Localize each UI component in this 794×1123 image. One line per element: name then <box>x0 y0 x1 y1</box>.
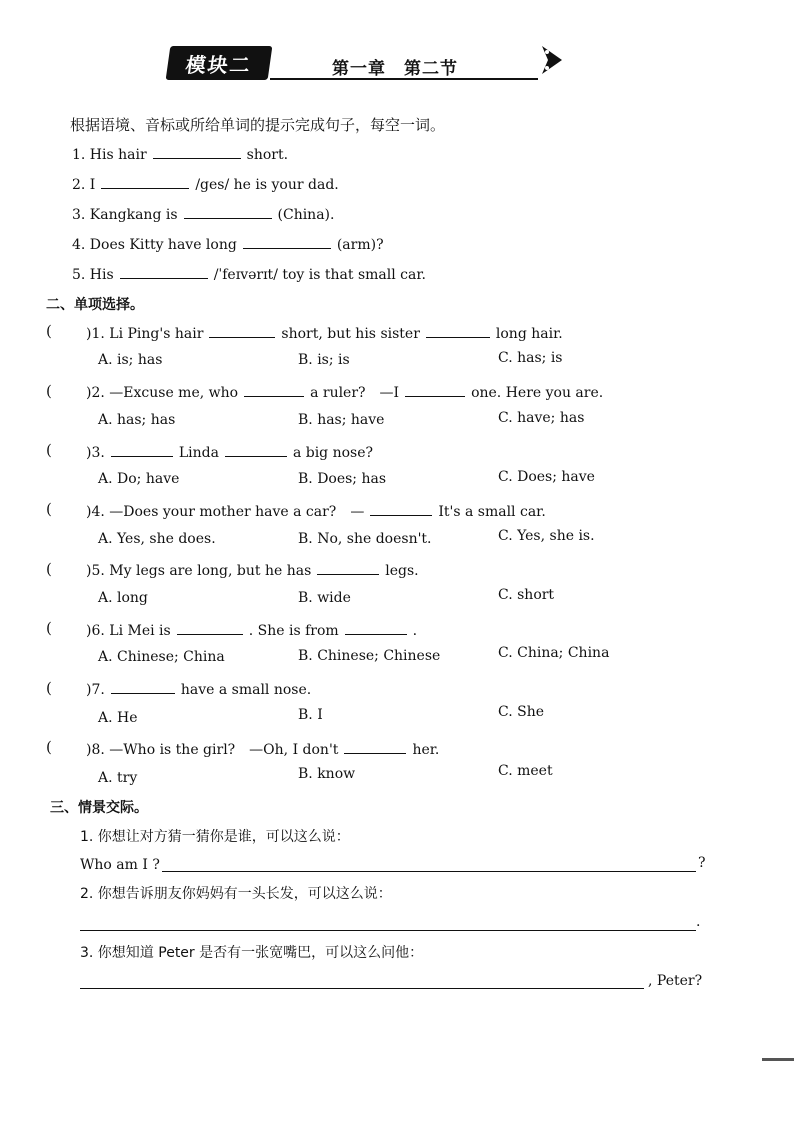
option-a[interactable]: A. long <box>98 590 148 606</box>
answer-blank[interactable] <box>344 739 406 754</box>
answer-blank[interactable] <box>209 323 275 338</box>
option-a[interactable]: A. Chinese; China <box>98 649 225 665</box>
answer-blank[interactable] <box>101 174 189 189</box>
answer-line-2[interactable] <box>80 930 696 931</box>
answer-blank[interactable] <box>120 264 208 279</box>
mc-question-2: )2. —Excuse me, who a ruler? —I one. Here you are. <box>86 382 603 402</box>
decorative-flourish-icon <box>538 42 566 78</box>
answer-paren[interactable]: ( <box>46 382 52 400</box>
mc-question-7: )7. have a small nose. <box>86 679 311 698</box>
answer-paren[interactable]: ( <box>46 500 52 518</box>
option-b[interactable]: B. No, she doesn't. <box>298 531 432 547</box>
option-b[interactable]: B. I <box>298 707 323 723</box>
answer-blank[interactable] <box>244 382 304 397</box>
situation-q2: 2. 你想告诉朋友你妈妈有一头长发，可以这么说： <box>80 886 392 902</box>
situation-q1: 1. 你想让对方猜一猜你是谁，可以这么说： <box>80 829 350 845</box>
option-a[interactable]: A. has; has <box>98 412 176 428</box>
option-c[interactable]: C. have; has <box>498 410 585 426</box>
fill-item-3: 3. Kangkang is (China). <box>72 204 334 223</box>
answer-blank[interactable] <box>426 323 490 338</box>
q2-suffix: . <box>696 914 701 930</box>
option-c[interactable]: C. meet <box>498 763 553 779</box>
option-b[interactable]: B. wide <box>298 590 351 606</box>
section2-title: 二、单项选择。 <box>46 297 144 313</box>
answer-blank[interactable] <box>317 560 379 575</box>
option-c[interactable]: C. She <box>498 704 545 720</box>
option-a[interactable]: A. is; has <box>98 352 163 368</box>
option-b[interactable]: B. know <box>298 766 356 782</box>
answer-blank[interactable] <box>370 501 432 516</box>
option-b[interactable]: B. Chinese; Chinese <box>298 648 441 664</box>
q1-prefix: Who am I ? <box>80 857 160 873</box>
situation-q3: 3. 你想知道 Peter 是否有一张宽嘴巴，可以这么问他： <box>80 945 424 961</box>
mc-question-3: )3. Linda a big nose? <box>86 442 373 461</box>
mc-question-5: )5. My legs are long, but he has legs. <box>86 560 419 579</box>
mc-question-8: )8. —Who is the girl? —Oh, I don't her. <box>86 739 439 759</box>
option-b[interactable]: B. has; have <box>298 412 385 428</box>
answer-paren[interactable]: ( <box>46 322 52 340</box>
answer-blank[interactable] <box>225 442 287 457</box>
option-a[interactable]: A. He <box>98 710 138 726</box>
answer-paren[interactable]: ( <box>46 441 52 459</box>
option-c[interactable]: C. Does; have <box>498 469 595 485</box>
option-b[interactable]: B. Does; has <box>298 471 387 487</box>
option-a[interactable]: A. try <box>98 770 138 786</box>
answer-paren[interactable]: ( <box>46 679 52 697</box>
option-c[interactable]: C. short <box>498 587 555 603</box>
answer-blank[interactable] <box>111 679 175 694</box>
module-badge: 模块二 <box>166 46 273 80</box>
page-edge-mark <box>762 1058 794 1061</box>
mc-question-1: )1. Li Ping's hair short, but his sister long hair. <box>86 323 563 342</box>
fill-item-2: 2. I /ges/ he is your dad. <box>72 174 339 193</box>
answer-blank[interactable] <box>111 442 173 457</box>
answer-blank[interactable] <box>243 234 331 249</box>
answer-blank[interactable] <box>184 204 272 219</box>
answer-line-3[interactable] <box>80 988 644 989</box>
chapter-title: 第一章 第二节 <box>332 59 458 79</box>
fill-item-1: 1. His hair short. <box>72 144 288 163</box>
option-c[interactable]: C. has; is <box>498 350 563 366</box>
answer-blank[interactable] <box>153 144 241 159</box>
answer-paren[interactable]: ( <box>46 738 52 756</box>
option-a[interactable]: A. Do; have <box>98 471 180 487</box>
answer-blank[interactable] <box>405 382 465 397</box>
answer-paren[interactable]: ( <box>46 560 52 578</box>
answer-blank[interactable] <box>345 620 407 635</box>
fill-item-5: 5. His /ˈfeɪvərɪt/ toy is that small car. <box>72 264 426 283</box>
answer-blank[interactable] <box>177 620 243 635</box>
fill-item-4: 4. Does Kitty have long (arm)? <box>72 234 384 253</box>
mc-question-4: )4. —Does your mother have a car? — It's a small car. <box>86 501 546 521</box>
q3-suffix: , Peter? <box>648 973 703 989</box>
answer-paren[interactable]: ( <box>46 619 52 637</box>
mc-question-6: )6. Li Mei is . She is from . <box>86 620 417 639</box>
option-a[interactable]: A. Yes, she does. <box>98 531 216 547</box>
option-c[interactable]: C. China; China <box>498 645 610 661</box>
answer-line-1[interactable] <box>162 871 696 872</box>
option-c[interactable]: C. Yes, she is. <box>498 528 595 544</box>
q1-suffix: ? <box>698 855 706 871</box>
section1-instruction: 根据语境、音标或所给单词的提示完成句子，每空一词。 <box>70 116 446 134</box>
section3-title: 三、情景交际。 <box>50 800 148 816</box>
option-b[interactable]: B. is; is <box>298 352 350 368</box>
